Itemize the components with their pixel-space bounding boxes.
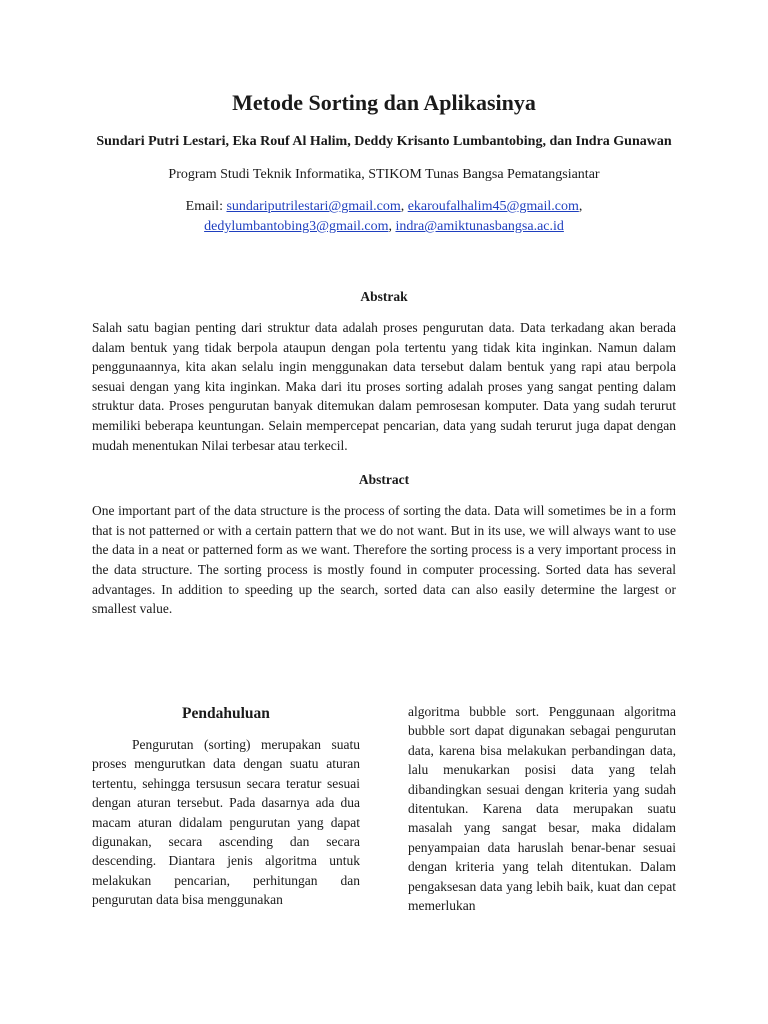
email-link-4[interactable]: indra@amiktunasbangsa.ac.id bbox=[395, 219, 564, 234]
email-block bbox=[92, 197, 676, 237]
email-link-3[interactable]: dedylumbantobing3@gmail.com bbox=[204, 219, 389, 234]
email-label: Email: bbox=[185, 199, 227, 214]
abstrak-text: Salah satu bagian penting dari struktur data adalah proses pengurutan data. Data terkadang akan berada dalam bentuk yang tidak berpola ataupun dengan pola tertentu yang tidak kita inginkan. Namun dalam penggunaannya, kita akan selalu ingin menggunakan data tersebut dalam bentuk yang rapi atau berpola sesuai dengan yang kita inginkan. Maka dari itu proses sorting adalah proses yang sangat penting dalam struktur data. Proses pengurutan banyak ditemukan dalam pemrosesan komputer. Data yang sudah terurut memiliki beberapa keuntungan. Selain mempercepat pencarian, data yang sudah terurut juga dapat dengan mudah menentukan Nilai terbesar atau terkecil. bbox=[92, 320, 676, 453]
abstract-text: One important part of the data structure is the process of sorting the data. Data will sometimes be in a form that is not patterned or with a certain pattern that we do not want. But in its use, we will always want to use the data in a neat or patterned form as we want. Therefore the sorting process is a very important process in the data structure. The sorting process is mostly found in computer processing. Sorted data has several advantages. In addition to speeding up the search, sorted data can also easily determine the largest or smallest value. bbox=[92, 503, 676, 617]
abstract-heading: Abstract bbox=[358, 472, 410, 488]
right-column bbox=[408, 702, 676, 915]
paper-authors: Sundari Putri Lestari, Eka Rouf Al Halim, Deddy Krisanto Lumbantobing, dan Indra Gunawan bbox=[96, 134, 672, 149]
left-column bbox=[92, 702, 360, 915]
email-separator: , bbox=[400, 199, 408, 214]
paper-title: Metode Sorting dan Aplikasinya bbox=[232, 90, 536, 115]
abstrak-heading: Abstrak bbox=[360, 289, 408, 304]
two-column-body bbox=[92, 702, 676, 915]
email-separator: , bbox=[578, 199, 583, 214]
pendahuluan-right-text: algoritma bubble sort. Penggunaan algoritma bubble sort dapat digunakan sebagai pengurutan data, karena bisa melakukan perbandingan data, lalu menukarkan posisi data yang telah dibandingkan sesuai dengan kriteria yang sudah ditentukan. Karena data merupakan suatu masalah yang sangat besar, maka didalam penyampaian data haruslah benar-benar sesuai dengan kriteria yang telah ditentukan. Dalam pengaksesan data yang lebih baik, kuat dan cepat memerlukan bbox=[408, 704, 676, 914]
pendahuluan-left-text: Pengurutan (sorting) merupakan suatu proses mengurutkan data dengan suatu aturan tertentu, sehingga tersusun secara teratur sesuai dengan aturan tersebut. Pada dasarnya ada dua macam aturan didalam pengurutan yang dapat digunakan, secara ascending dan secara descending. Diantara jenis algoritma untuk melakukan pencarian, perhitungan dan pengurutan data bisa menggunakan bbox=[92, 737, 360, 908]
email-separator: , bbox=[388, 219, 396, 234]
email-link-2[interactable]: ekaroufalhalim45@gmail.com bbox=[407, 199, 579, 214]
email-link-1[interactable]: sundariputrilestari@gmail.com bbox=[226, 199, 401, 214]
pendahuluan-heading: Pendahuluan bbox=[182, 705, 270, 722]
paper-affiliation: Program Studi Teknik Informatika, STIKOM Tunas Bangsa Pematangsiantar bbox=[168, 167, 600, 182]
